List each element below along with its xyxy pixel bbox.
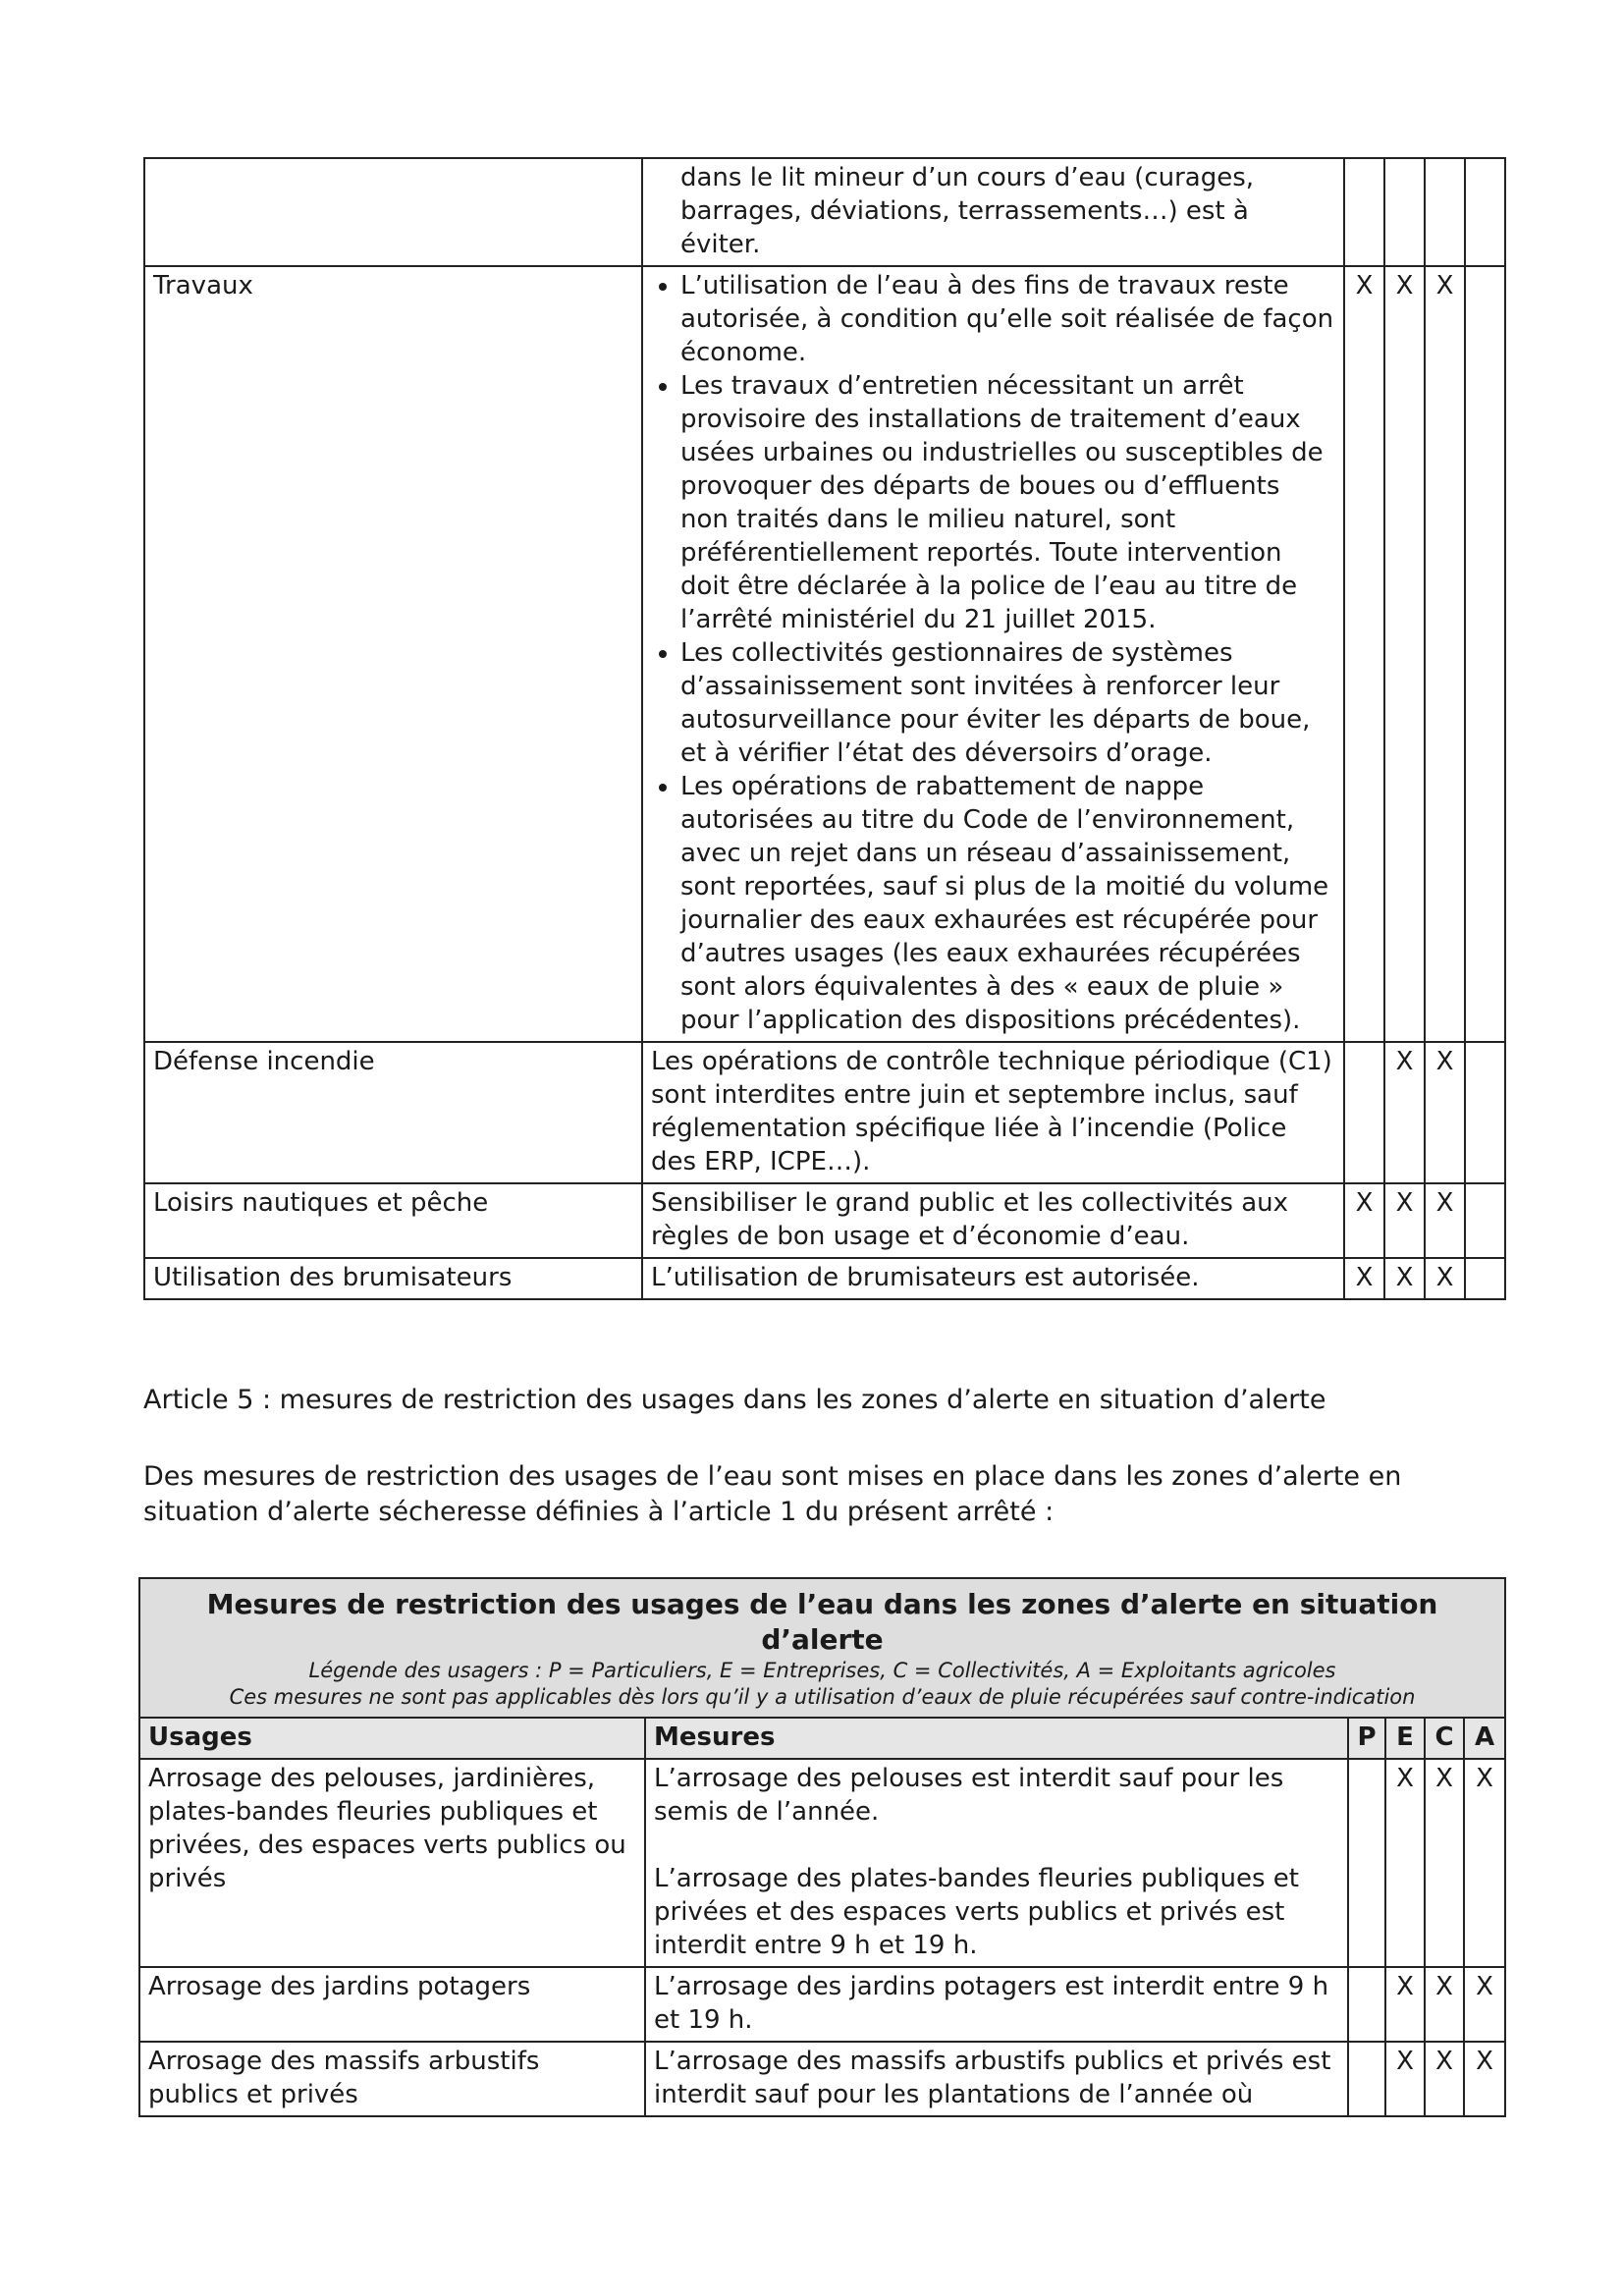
mark-e: X [1384, 266, 1425, 1042]
usage-cell: Travaux [144, 266, 642, 1042]
column-header-e: E [1385, 1718, 1425, 1759]
table-note: Ces mesures ne sont pas applicables dès lors qu’il y a utilisation d’eaux de pluie récupérées sauf contre-indication [229, 1685, 1416, 1709]
mark-a: X [1464, 1967, 1505, 2042]
table-caption [139, 1578, 1505, 1718]
mark-e: X [1385, 1967, 1425, 2042]
table-row [144, 1183, 1505, 1258]
mark-c: X [1425, 266, 1465, 1042]
mark-c: X [1425, 1183, 1465, 1258]
table-row [139, 2042, 1505, 2116]
mark-a [1465, 266, 1505, 1042]
column-header-c: C [1425, 1718, 1464, 1759]
mark-a: X [1464, 1759, 1505, 1967]
mark-e: X [1385, 2042, 1425, 2116]
mark-p: X [1344, 1258, 1384, 1299]
column-header-usages: Usages [139, 1718, 645, 1759]
usage-cell: Arrosage des massifs arbustifs publics et privés [139, 2042, 645, 2116]
column-header-p: P [1348, 1718, 1385, 1759]
mark-c: X [1425, 1042, 1465, 1183]
usage-cell: Arrosage des jardins potagers [139, 1967, 645, 2042]
table-row [144, 1042, 1505, 1183]
mark-a [1465, 158, 1505, 266]
mark-e: X [1384, 1258, 1425, 1299]
column-header-a: A [1464, 1718, 1505, 1759]
table-legend: Légende des usagers : P = Particuliers, E = Entreprises, C = Collectivités, A = Exploitants agricoles [308, 1659, 1336, 1682]
mark-p [1344, 1042, 1384, 1183]
mark-p [1348, 1967, 1385, 2042]
table-row [144, 266, 1505, 1042]
mark-c [1425, 158, 1465, 266]
mark-p: X [1344, 266, 1384, 1042]
column-header-row [139, 1718, 1505, 1759]
list-item: • Les travaux d’entretien nécessitant un arrêt provisoire des installations de traitement d’eaux usées urbaines ou industrielles ou susceptibles de provoquer des départs de boues ou d’effluents non traités dans le milieu naturel, sont préférentiellement reportés. Toute intervention doit être déclarée à la police de l’eau au titre de l’arrêté ministériel du 21 juillet 2015. [680, 369, 1335, 636]
mark-a: X [1464, 2042, 1505, 2116]
usage-cell: Arrosage des pelouses, jardinières, plates-bandes fleuries publiques et privées, des espaces verts publics ou privés [139, 1759, 645, 1967]
list-item: • Les collectivités gestionnaires de systèmes d’assainissement sont invitées à renforcer leur autosurveillance pour éviter les départs de boue, et à vérifier l’état des déversoirs d’orage. [680, 636, 1335, 770]
mark-c: X [1425, 1258, 1465, 1299]
mark-e: X [1384, 1042, 1425, 1183]
list-item: • L’utilisation de l’eau à des fins de travaux reste autorisée, à condition qu’elle soit réalisée de façon économe. [680, 269, 1335, 369]
usage-cell: Utilisation des brumisateurs [144, 1258, 642, 1299]
mark-c: X [1425, 2042, 1464, 2116]
mesure-bullet-list [651, 269, 1335, 1037]
mesure-paragraph: L’arrosage des plates-bandes fleuries publiques et privées et des espaces verts publics et privés est interdit entre 9 h et 19 h. [654, 1864, 1299, 1960]
mesure-text: dans le lit mineur d’un cours d’eau (curages, barrages, déviations, terrassements…) est à éviter. [680, 163, 1255, 259]
list-item: • Les opérations de rabattement de nappe autorisées au titre du Code de l’environnement, avec un rejet dans un réseau d’assainissement, sont reportées, sauf si plus de la moitié du volume journalier des eaux exhaurées est récupérée pour d’autres usages (les eaux exhaurées récupérées sont alors équivalentes à des « eaux de pluie » pour l’application des dispositions précédentes). [680, 770, 1335, 1037]
mesure-cell: L’arrosage des massifs arbustifs publics et privés est interdit sauf pour les plantations de l’année où [645, 2042, 1348, 2116]
article-intro: Des mesures de restriction des usages de l’eau sont mises en place dans les zones d’alerte en situation d’alerte sécheresse définies à l’article 1 du présent arrêté : [143, 1461, 1402, 1527]
article-title: Article 5 : mesures de restriction des usages dans les zones d’alerte en situation d’alerte [143, 1385, 1326, 1415]
mesure-paragraph: L’arrosage des pelouses est interdit sauf pour les semis de l’année. [654, 1764, 1284, 1827]
mark-a [1465, 1183, 1505, 1258]
mesure-cell [645, 1759, 1348, 1967]
mesure-cell [642, 158, 1344, 266]
mark-c: X [1425, 1759, 1464, 1967]
mark-p [1348, 1759, 1385, 1967]
column-header-mesures: Mesures [645, 1718, 1348, 1759]
table-row [139, 1967, 1505, 2042]
mesure-cell: Les opérations de contrôle technique périodique (C1) sont interdites entre juin et septembre inclus, sauf réglementation spécifique liée à l’incendie (Police des ERP, ICPE…). [642, 1042, 1344, 1183]
mark-e [1384, 158, 1425, 266]
mark-e: X [1385, 1759, 1425, 1967]
mark-a [1465, 1042, 1505, 1183]
usage-cell: Défense incendie [144, 1042, 642, 1183]
restrictions-table-continued [143, 157, 1506, 1300]
table-title: Mesures de restriction des usages de l’eau dans les zones d’alerte en situation d’alerte [206, 1588, 1438, 1656]
table-row [144, 1258, 1505, 1299]
mark-p [1344, 158, 1384, 266]
usage-cell: Loisirs nautiques et pêche [144, 1183, 642, 1258]
mesure-cell: Sensibiliser le grand public et les collectivités aux règles de bon usage et d’économie d’eau. [642, 1183, 1344, 1258]
mark-a [1465, 1258, 1505, 1299]
table-row [144, 158, 1505, 266]
mark-p [1348, 2042, 1385, 2116]
mesure-cell: L’utilisation de brumisateurs est autorisée. [642, 1258, 1344, 1299]
mesure-cell [642, 266, 1344, 1042]
mark-p: X [1344, 1183, 1384, 1258]
paragraph-gap [654, 1829, 1339, 1862]
table-row [139, 1759, 1505, 1967]
usage-cell [144, 158, 642, 266]
mark-c: X [1425, 1967, 1464, 2042]
table-header-row [139, 1578, 1505, 1718]
mesure-cell: L’arrosage des jardins potagers est interdit entre 9 h et 19 h. [645, 1967, 1348, 2042]
alert-restrictions-table [138, 1577, 1506, 2117]
mark-e: X [1384, 1183, 1425, 1258]
